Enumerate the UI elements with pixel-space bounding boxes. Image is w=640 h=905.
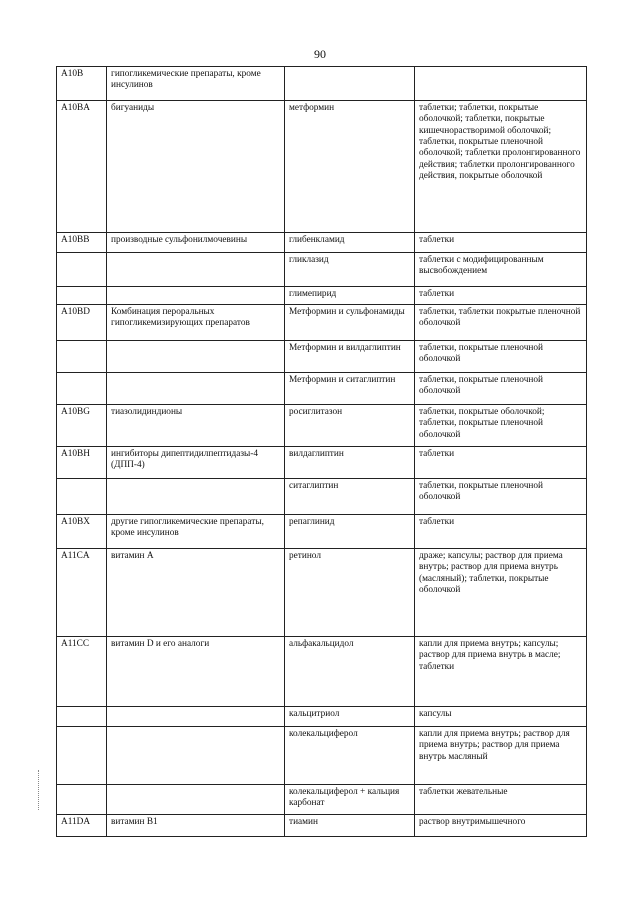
- table-row: [57, 405, 587, 447]
- atc-code: A10BX: [57, 515, 107, 549]
- dosage-form: таблетки: [415, 233, 587, 253]
- inn-name: метформин: [285, 101, 415, 233]
- atc-code: [57, 373, 107, 405]
- group-name: гипогликемические препараты, кроме инсулинов: [107, 67, 285, 101]
- table-row: [57, 67, 587, 101]
- dosage-form: таблетки: [415, 447, 587, 479]
- group-name: витамин А: [107, 549, 285, 637]
- table-row: [57, 549, 587, 637]
- group-name: [107, 479, 285, 515]
- table-row: [57, 727, 587, 785]
- group-name: [107, 287, 285, 305]
- table-row: [57, 305, 587, 341]
- inn-name: [285, 67, 415, 101]
- scan-edge-mark: [38, 770, 40, 810]
- table-row: [57, 233, 587, 253]
- inn-name: вилдаглиптин: [285, 447, 415, 479]
- inn-name: колекальциферол + кальция карбонат: [285, 785, 415, 815]
- drug-table: [56, 66, 587, 837]
- atc-code: A11CC: [57, 637, 107, 707]
- dosage-form: таблетки, покрытые пленочной оболочкой: [415, 373, 587, 405]
- dosage-form: таблетки жевательные: [415, 785, 587, 815]
- page-number: 90: [314, 47, 326, 61]
- dosage-form: раствор внутримышечного: [415, 815, 587, 837]
- group-name: Комбинация пероральных гипогликемизирующих препаратов: [107, 305, 285, 341]
- table-row: [57, 447, 587, 479]
- group-name: бигуаниды: [107, 101, 285, 233]
- inn-name: кальцитриол: [285, 707, 415, 727]
- atc-code: A10BB: [57, 233, 107, 253]
- table-row: [57, 707, 587, 727]
- dosage-form: таблетки, покрытые оболочкой; таблетки, покрытые пленочной оболочкой: [415, 405, 587, 447]
- table-row: [57, 287, 587, 305]
- inn-name: альфакальцидол: [285, 637, 415, 707]
- atc-code: [57, 253, 107, 287]
- dosage-form: таблетки; таблетки, покрытые оболочкой; таблетки, покрытые кишечнорастворимой оболочкой; таблетки, покрытые пленочной оболочкой; таблетки пролонгированного действия; таблетки пролонгированного действия, покрытые оболочкой: [415, 101, 587, 233]
- inn-name: Метформин и ситаглиптин: [285, 373, 415, 405]
- dosage-form: капли для приема внутрь; раствор для приема внутрь; раствор для приема внутрь масляный: [415, 727, 587, 785]
- table-row: [57, 785, 587, 815]
- atc-code: A10BA: [57, 101, 107, 233]
- inn-name: росиглитазон: [285, 405, 415, 447]
- atc-code: A11CA: [57, 549, 107, 637]
- inn-name: колекальциферол: [285, 727, 415, 785]
- inn-name: тиамин: [285, 815, 415, 837]
- atc-code: A11DA: [57, 815, 107, 837]
- atc-code: [57, 341, 107, 373]
- inn-name: ретинол: [285, 549, 415, 637]
- group-name: [107, 373, 285, 405]
- atc-code: [57, 727, 107, 785]
- table-row: [57, 253, 587, 287]
- group-name: [107, 253, 285, 287]
- dosage-form: таблетки: [415, 515, 587, 549]
- table-row: [57, 815, 587, 837]
- table-row: [57, 373, 587, 405]
- atc-code: A10BH: [57, 447, 107, 479]
- dosage-form: таблетки, покрытые пленочной оболочкой: [415, 341, 587, 373]
- atc-code: [57, 707, 107, 727]
- atc-code: A10B: [57, 67, 107, 101]
- inn-name: репаглинид: [285, 515, 415, 549]
- atc-code: A10BD: [57, 305, 107, 341]
- group-name: [107, 785, 285, 815]
- group-name: другие гипогликемические препараты, кроме инсулинов: [107, 515, 285, 549]
- dosage-form: таблетки: [415, 287, 587, 305]
- atc-code: A10BG: [57, 405, 107, 447]
- dosage-form: таблетки, покрытые пленочной оболочкой: [415, 479, 587, 515]
- dosage-form: таблетки, таблетки покрытые пленочной оболочкой: [415, 305, 587, 341]
- table-row: [57, 479, 587, 515]
- group-name: [107, 341, 285, 373]
- group-name: тиазолидиндионы: [107, 405, 285, 447]
- group-name: ингибиторы дипептидилпептидазы-4 (ДПП-4): [107, 447, 285, 479]
- inn-name: гликлазид: [285, 253, 415, 287]
- dosage-form: капсулы: [415, 707, 587, 727]
- atc-code: [57, 785, 107, 815]
- inn-name: ситаглиптин: [285, 479, 415, 515]
- atc-code: [57, 479, 107, 515]
- group-name: [107, 727, 285, 785]
- table-row: [57, 101, 587, 233]
- inn-name: глимепирид: [285, 287, 415, 305]
- group-name: витамин В1: [107, 815, 285, 837]
- table-row: [57, 515, 587, 549]
- dosage-form: драже; капсулы; раствор для приема внутрь; раствор для приема внутрь (масляный); таблетки, покрытые оболочкой: [415, 549, 587, 637]
- table-row: [57, 341, 587, 373]
- dosage-form: таблетки с модифицированным высвобождением: [415, 253, 587, 287]
- dosage-form: капли для приема внутрь; капсулы; раствор для приема внутрь в масле; таблетки: [415, 637, 587, 707]
- inn-name: Метформин и вилдаглиптин: [285, 341, 415, 373]
- table-row: [57, 637, 587, 707]
- group-name: витамин D и его аналоги: [107, 637, 285, 707]
- atc-code: [57, 287, 107, 305]
- group-name: производные сульфонилмочевины: [107, 233, 285, 253]
- inn-name: Метформин и сульфонамиды: [285, 305, 415, 341]
- inn-name: глибенкламид: [285, 233, 415, 253]
- group-name: [107, 707, 285, 727]
- dosage-form: [415, 67, 587, 101]
